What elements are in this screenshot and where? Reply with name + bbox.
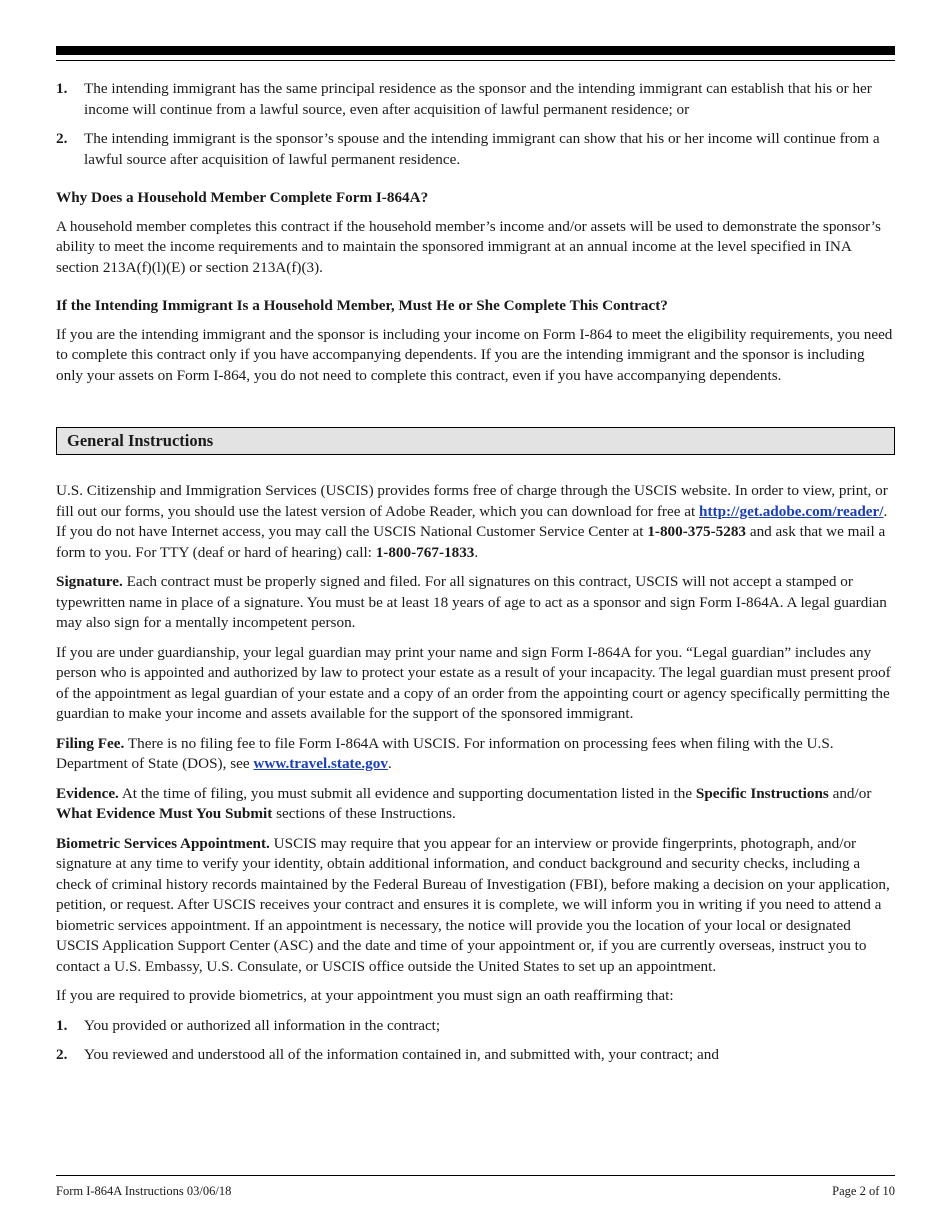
- filing-fee-label: Filing Fee.: [56, 734, 125, 752]
- footer-page-number: Page 2 of 10: [832, 1184, 895, 1198]
- list-text: You provided or authorized all information in the contract;: [84, 1016, 441, 1034]
- list-text: The intending immigrant is the sponsor’s spouse and the intending immigrant can show that his or her income will continue from a lawful source after acquisition of lawful permanent residence.: [84, 130, 880, 168]
- filing-fee-text: There is no filing fee to file Form I-864A with USCIS. For information on processing fees when filing with the U.S. Department of State (DOS), see: [56, 734, 834, 772]
- evidence-paragraph: [56, 784, 895, 825]
- evidence-text-2: and/or: [828, 784, 872, 802]
- signature-text: Each contract must be properly signed and filed. For all signatures on this contract, USCIS will not accept a stamped or typewritten name in place of a signature. You must be at least 18 years of age to act as a sponsor and sign Form I-864A. A legal guardian may also sign for a mentally incompetent person.: [56, 573, 887, 631]
- list-item: [56, 79, 895, 120]
- list-number: 1.: [56, 1016, 68, 1034]
- phone-number-tty: 1-800-767-1833: [375, 543, 475, 561]
- list-text: The intending immigrant has the same principal residence as the sponsor and the intending immigrant can establish that his or her income will continue from a lawful source, even after acquisition of lawful permanent residence; or: [84, 80, 872, 118]
- biometric-label: Biometric Services Appointment.: [56, 834, 270, 852]
- intending-immigrant-body: If you are the intending immigrant and the sponsor is including your income on Form I-864 to meet the eligibility requirements, you need to complete this contract only if you have accompanying dependents. If you are the intending immigrant and the sponsor is including only your assets on Form I-864, you do not need to complete this contract, even if you have accompanying dependents.: [56, 325, 893, 384]
- intending-immigrant-heading: If the Intending Immigrant Is a Household Member, Must He or She Complete This Contract?: [56, 297, 668, 314]
- evidence-text-3: sections of these Instructions.: [272, 805, 456, 822]
- why-body: A household member completes this contract if the household member’s income and/or assets will be used to demonstrate the sponsor’s ability to meet the income requirements and to maintain the sponsored immigrant at an annual income at the level specified in INA section 213A(f)(l)(E) or section 213A(f)(3).: [56, 217, 881, 276]
- evidence-bold-what-evidence: What Evidence Must You Submit: [56, 805, 273, 822]
- list-item: [56, 1016, 895, 1037]
- list-number: 1.: [56, 80, 68, 97]
- filing-fee-end: .: [387, 755, 392, 772]
- phone-number-customer-service: 1-800-375-5283: [647, 523, 747, 540]
- biometric-paragraph: [56, 834, 895, 978]
- list-number: 2.: [56, 130, 68, 147]
- intro-text-3: and ask that we mail a form to you. For TTY (deaf or hard of hearing) call:: [56, 523, 886, 561]
- list-item: [56, 129, 895, 170]
- signature-label: Signature.: [56, 573, 123, 590]
- intro-text-1: U.S. Citizenship and Immigration Services (USCIS) provides forms free of charge through the USCIS website. In order to view, print, or fill out our forms, you should use the latest version of Adobe Reader, which you can download for free at: [56, 482, 888, 520]
- why-heading: Why Does a Household Member Complete Form I-864A?: [56, 189, 429, 206]
- guardian-paragraph: If you are under guardianship, your legal guardian may print your name and sign Form I-864A for you. “Legal guardian” includes any person who is appointed and authorized by law to protect your estate as a result of your incapacity. The legal guardian must present proof of the appointment as legal guardian of your estate and a copy of an order from the appointing court or agency specifically permitting the guardian to make your income and assets available for the support of the sponsored immigrant.: [56, 643, 891, 722]
- oath-intro: If you are required to provide biometrics, at your appointment you must sign an oath reaffirming that:: [56, 987, 674, 1004]
- intro-text-4: .: [474, 543, 479, 561]
- header-thick-rule: [56, 46, 895, 55]
- list-text: You reviewed and understood all of the information contained in, and submitted with, your contract; and: [84, 1046, 719, 1063]
- evidence-bold-specific-instructions: Specific Instructions: [695, 784, 829, 802]
- adobe-reader-link[interactable]: http://get.adobe.com/reader/: [699, 502, 884, 520]
- list-number: 2.: [56, 1046, 68, 1063]
- filing-fee-paragraph: [56, 734, 895, 775]
- footer-form-id: Form I-864A Instructions 03/06/18: [56, 1184, 232, 1198]
- section-title-general-instructions: General Instructions: [56, 427, 895, 455]
- header-thin-rule: [56, 60, 895, 61]
- list-item: [56, 1045, 895, 1066]
- page-content: [56, 79, 895, 1075]
- evidence-label: Evidence.: [56, 784, 119, 802]
- intro-text-2: . If you do not have Internet access, you may call the USCIS National Customer Service Center at: [56, 502, 888, 540]
- general-intro-paragraph: [56, 481, 895, 563]
- travel-state-gov-link[interactable]: www.travel.state.gov: [253, 755, 388, 772]
- footer-rule: [56, 1175, 895, 1176]
- signature-paragraph: [56, 572, 895, 634]
- evidence-text-1: At the time of filing, you must submit all evidence and supporting documentation listed in the: [118, 784, 696, 802]
- biometric-text: USCIS may require that you appear for an interview or provide fingerprints, photograph, and/or signature at any time to verify your identity, obtain additional information, and conduct background and security checks, including a check of criminal history records maintained by the Federal Bureau of Investigation (FBI), before making a decision on your application, petition, or request. After USCIS receives your contract and ensures it is complete, we will inform you in writing if you need to attend a biometric services appointment. If an appointment is necessary, the notice will provide you the location of your local or designated USCIS Application Support Center (ASC) and the date and time of your appointment or, if you are currently overseas, instruct you to contact a U.S. Embassy, U.S. Consulate, or USCIS office outside the United States to set up an appointment.: [56, 834, 890, 975]
